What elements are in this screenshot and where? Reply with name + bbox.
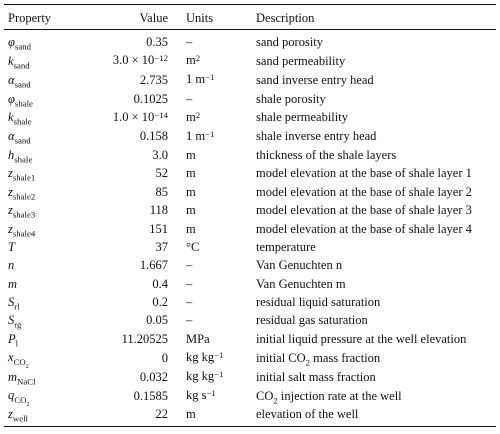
property-subscript: rg (14, 319, 22, 330)
property-cell (4, 293, 80, 311)
units-cell: kg $kg^{-1}$ (186, 369, 224, 384)
property-subscript: shale3 (12, 209, 36, 220)
property-symbol: z (8, 184, 13, 199)
table-row (4, 201, 496, 219)
value-cell: 22 (155, 407, 168, 422)
header-property: Property (8, 11, 52, 25)
property-cell (4, 219, 80, 237)
property-cell (4, 164, 80, 182)
table-row (4, 108, 496, 127)
description-cell: model elevation at the base of shale layer 3 (256, 203, 472, 218)
property-cell (4, 367, 80, 386)
description-cell: model elevation at the base of shale layer 2 (256, 184, 472, 199)
description-cell: model elevation at the base of shale layer 4 (256, 221, 472, 236)
value-cell: 151 (149, 221, 168, 236)
property-symbol: k (8, 53, 14, 68)
value-cell: 0.158 (139, 129, 168, 144)
description-cell: initial liquid pressure at the well elevation (256, 331, 467, 346)
units-cell: – (186, 258, 193, 273)
property-cell (4, 256, 80, 274)
description-cell: model elevation at the base of shale layer 1 (256, 166, 472, 181)
property-cell (4, 275, 80, 293)
units-cell: kg $s^{-1}$ (186, 388, 216, 403)
property-cell (4, 386, 80, 408)
property-subscript: shale1 (12, 172, 36, 183)
property-cell (4, 30, 80, 52)
description-cell: Van Genuchten n (256, 258, 343, 273)
header-description: Description (256, 11, 315, 25)
table-row (4, 348, 496, 367)
value-cell: $1.0 \times 10^{-14}$ (112, 109, 168, 124)
value-cell: 2.735 (139, 72, 168, 87)
property-cell (4, 405, 80, 427)
description-cell: $CO_2$ injection rate at the well (256, 388, 402, 406)
property-symbol: z (8, 203, 13, 218)
property-cell (4, 348, 80, 370)
property-subscript: sand (14, 79, 31, 90)
property-subscript: shale2 (12, 191, 36, 202)
description-cell: residual liquid saturation (256, 295, 381, 310)
value-cell: 0.1025 (133, 91, 168, 106)
property-subscript: sand (13, 60, 30, 71)
property-symbol: m (8, 369, 18, 384)
description-cell: residual gas saturation (256, 313, 368, 328)
table-row (4, 51, 496, 70)
table-row (4, 386, 496, 405)
description-cell: shale inverse entry head (256, 129, 377, 144)
property-symbol: h (8, 147, 15, 162)
units-cell: m (186, 203, 196, 218)
property-symbol: q (8, 388, 15, 403)
value-cell: 3.0 (152, 147, 168, 162)
table-row (4, 146, 496, 164)
table-header (4, 5, 496, 30)
units-cell: – (186, 295, 193, 310)
property-cell (4, 311, 80, 329)
table-row (4, 89, 496, 107)
description-cell: Van Genuchten m (256, 276, 346, 291)
property-symbol: α (8, 72, 15, 87)
units-cell: m (186, 407, 196, 422)
value-cell: 0.05 (146, 313, 168, 328)
property-cell (4, 146, 80, 164)
units-cell: °C (186, 239, 200, 254)
table-row (4, 127, 496, 146)
description-cell: shale permeability (256, 110, 348, 125)
property-cell (4, 183, 80, 201)
value-cell: 0.1585 (133, 388, 168, 403)
property-subscript: NaCl (17, 376, 36, 387)
description-cell: initial $CO_2$ mass fraction (256, 350, 381, 368)
property-subscript: CO2 (13, 356, 29, 370)
value-cell: 85 (155, 184, 168, 199)
units-cell: 1 $m^{-1}$ (186, 128, 215, 143)
property-subscript: sand (14, 135, 31, 146)
units-cell: – (186, 276, 193, 291)
value-cell: 0.2 (152, 295, 168, 310)
property-symbol: z (8, 166, 13, 181)
property-subscript: well (12, 413, 28, 424)
property-cell (4, 201, 80, 219)
value-cell: 0.35 (146, 35, 168, 50)
property-subscript: sand (14, 41, 31, 52)
value-cell: 1.667 (139, 258, 168, 273)
table-row (4, 183, 496, 201)
description-cell: temperature (256, 239, 316, 254)
value-cell: 118 (149, 203, 168, 218)
table-row (4, 330, 496, 348)
units-cell: – (186, 35, 193, 50)
property-subscript: shale (14, 98, 33, 109)
property-symbol: T (8, 239, 15, 254)
property-cell (4, 51, 80, 70)
header-units: Units (186, 11, 214, 25)
table-row (4, 30, 496, 52)
description-cell: sand inverse entry head (256, 72, 374, 87)
property-subscript: CO2 (14, 394, 30, 408)
property-symbol: φ (8, 35, 15, 50)
table-row (4, 238, 496, 256)
value-cell: 0.4 (152, 276, 168, 291)
property-symbol: P (8, 331, 16, 346)
units-cell: m (186, 221, 196, 236)
value-cell: 52 (155, 166, 168, 181)
property-cell (4, 108, 80, 127)
value-cell: 0 (161, 350, 168, 365)
property-subscript: shale4 (12, 228, 36, 239)
property-symbol: z (8, 407, 13, 422)
table-row (4, 293, 496, 311)
property-subscript: l (15, 338, 19, 349)
property-symbol: S (8, 313, 15, 328)
value-cell: $3.0 \times 10^{-12}$ (112, 53, 168, 68)
table-row (4, 70, 496, 89)
value-cell: 11.20525 (121, 331, 168, 346)
description-cell: sand porosity (256, 35, 324, 50)
property-cell (4, 127, 80, 146)
parameter-table (4, 4, 496, 427)
units-cell: – (186, 313, 193, 328)
units-cell: m (186, 166, 196, 181)
description-cell: initial salt mass fraction (256, 369, 376, 384)
table-row (4, 311, 496, 329)
units-cell: m (186, 147, 196, 162)
units-cell: kg $kg^{-1}$ (186, 350, 224, 365)
property-symbol: x (8, 350, 14, 365)
header-value: Value (139, 11, 168, 25)
property-symbol: S (8, 295, 15, 310)
table-row (4, 275, 496, 293)
table-row (4, 256, 496, 274)
value-cell: 0.032 (139, 369, 168, 384)
units-cell: $m^2$ (186, 109, 201, 124)
property-subscript: shale (13, 116, 32, 127)
units-cell: MPa (186, 331, 210, 346)
property-cell (4, 89, 80, 107)
table-body (4, 30, 496, 427)
table-row (4, 164, 496, 182)
property-symbol: z (8, 221, 13, 236)
table-row (4, 367, 496, 386)
value-cell: 37 (155, 239, 168, 254)
units-cell: m (186, 184, 196, 199)
property-symbol: φ (8, 91, 15, 106)
description-cell: elevation of the well (256, 407, 359, 422)
table-row (4, 405, 496, 427)
property-cell (4, 330, 80, 348)
units-cell: 1 $m^{-1}$ (186, 72, 215, 87)
property-symbol: m (8, 276, 18, 291)
property-subscript: shale (14, 154, 33, 165)
property-cell (4, 238, 80, 256)
description-cell: shale porosity (256, 91, 326, 106)
table-row (4, 219, 496, 237)
units-cell: $m^2$ (186, 53, 201, 68)
units-cell: – (186, 91, 193, 106)
description-cell: sand permeability (256, 53, 346, 68)
property-symbol: k (8, 110, 14, 125)
property-symbol: n (8, 258, 15, 273)
property-subscript: rl (14, 301, 20, 312)
header-row (4, 5, 496, 30)
description-cell: thickness of the shale layers (256, 147, 397, 162)
property-symbol: α (8, 129, 15, 144)
property-cell (4, 70, 80, 89)
